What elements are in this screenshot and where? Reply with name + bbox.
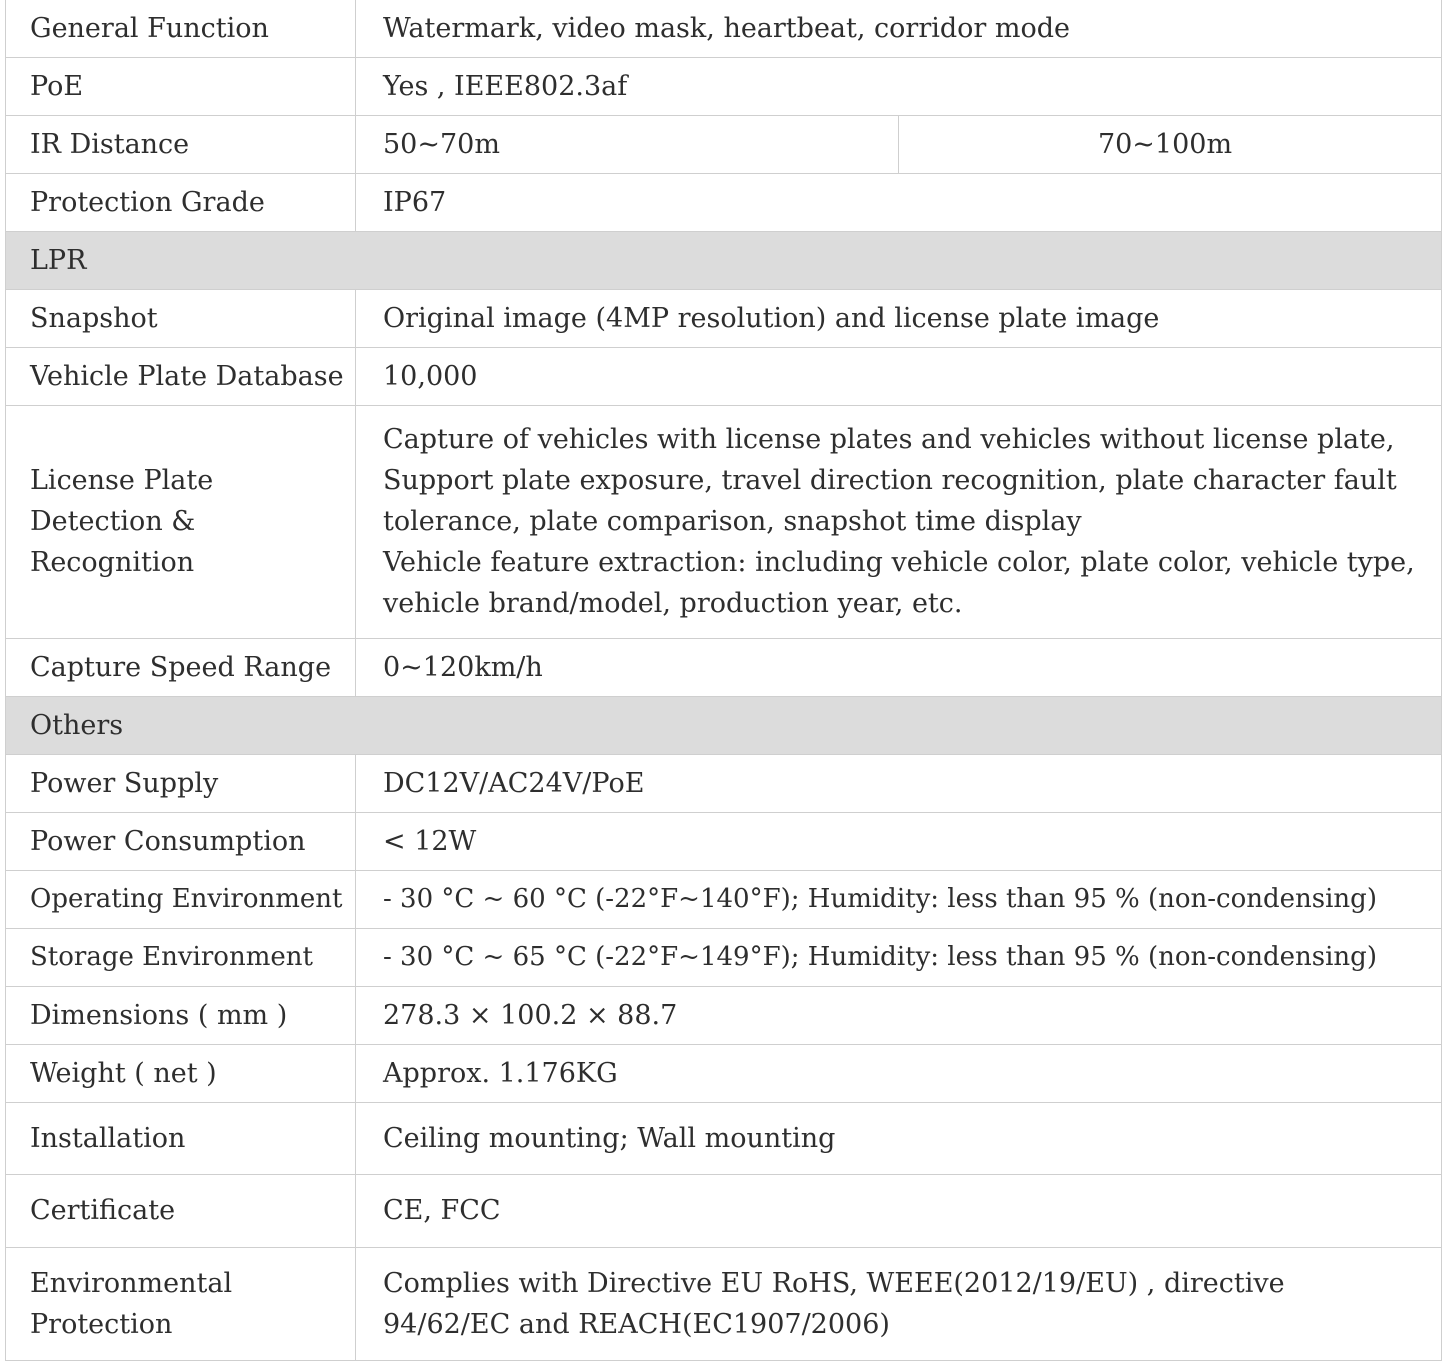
- table-row: [6, 1174, 1442, 1247]
- table-row: [6, 928, 1442, 986]
- row-label: IR Distance: [6, 115, 356, 173]
- row-value: - 30 °C ~ 65 °C (-22°F~149°F); Humidity: less than 95 % (non-condensing): [356, 928, 1442, 986]
- table-row: [6, 173, 1442, 231]
- section-title: Others: [6, 696, 1442, 754]
- row-value: IP67: [356, 173, 1442, 231]
- row-label: Power Supply: [6, 754, 356, 812]
- table-row: [6, 115, 1442, 173]
- table-row: [6, 347, 1442, 405]
- row-label: Operating Environment: [6, 870, 356, 928]
- table-row: [6, 405, 1442, 638]
- row-label: PoE: [6, 57, 356, 115]
- row-label: Environmental Protection: [6, 1247, 356, 1360]
- row-value: Yes , IEEE802.3af: [356, 57, 1442, 115]
- row-label: Installation: [6, 1102, 356, 1174]
- row-label: Storage Environment: [6, 928, 356, 986]
- table-row: [6, 289, 1442, 347]
- row-value: Watermark, video mask, heartbeat, corridor mode: [356, 0, 1442, 57]
- row-value: Complies with Directive EU RoHS, WEEE(2012/19/EU) , directive 94/62/EC and REACH(EC1907/2006): [356, 1247, 1442, 1360]
- row-value: 50~70m: [356, 115, 899, 173]
- row-label: Dimensions ( mm ): [6, 986, 356, 1044]
- row-label: General Function: [6, 0, 356, 57]
- section-header: [6, 231, 1442, 289]
- row-value: Ceiling mounting; Wall mounting: [356, 1102, 1442, 1174]
- table-row: [6, 1247, 1442, 1360]
- section-header: [6, 696, 1442, 754]
- row-label: Protection Grade: [6, 173, 356, 231]
- row-label: Snapshot: [6, 289, 356, 347]
- row-label: Capture Speed Range: [6, 638, 356, 696]
- row-value: - 30 °C ~ 60 °C (-22°F~140°F); Humidity: less than 95 % (non-condensing): [356, 870, 1442, 928]
- row-label: License Plate Detection & Recognition: [6, 405, 356, 638]
- table-row: [6, 57, 1442, 115]
- row-value: 10,000: [356, 347, 1442, 405]
- row-value: Approx. 1.176KG: [356, 1044, 1442, 1102]
- row-value: 278.3 × 100.2 × 88.7: [356, 986, 1442, 1044]
- table-row: [6, 986, 1442, 1044]
- row-value: DC12V/AC24V/PoE: [356, 754, 1442, 812]
- row-label: Power Consumption: [6, 812, 356, 870]
- table-row: [6, 638, 1442, 696]
- table-row: [6, 870, 1442, 928]
- row-value: Original image (4MP resolution) and license plate image: [356, 289, 1442, 347]
- spec-table: [5, 0, 1442, 1361]
- row-label: Vehicle Plate Database: [6, 347, 356, 405]
- row-value: 0~120km/h: [356, 638, 1442, 696]
- row-label: Weight ( net ): [6, 1044, 356, 1102]
- row-value: CE, FCC: [356, 1174, 1442, 1247]
- row-label: Certificate: [6, 1174, 356, 1247]
- section-title: LPR: [6, 231, 1442, 289]
- row-value: Capture of vehicles with license plates and vehicles without license plate, Support plate exposure, travel direction recognition, plate character fault tolerance, plate comparison, snapshot time display Vehicle feature extraction: including vehicle color, plate color, vehicle type, vehicle brand/model, production year, etc.: [356, 405, 1442, 638]
- row-value: 70~100m: [899, 115, 1442, 173]
- table-row: [6, 1044, 1442, 1102]
- table-row: [6, 812, 1442, 870]
- table-row: [6, 0, 1442, 57]
- table-row: [6, 1102, 1442, 1174]
- row-value: < 12W: [356, 812, 1442, 870]
- table-row: [6, 754, 1442, 812]
